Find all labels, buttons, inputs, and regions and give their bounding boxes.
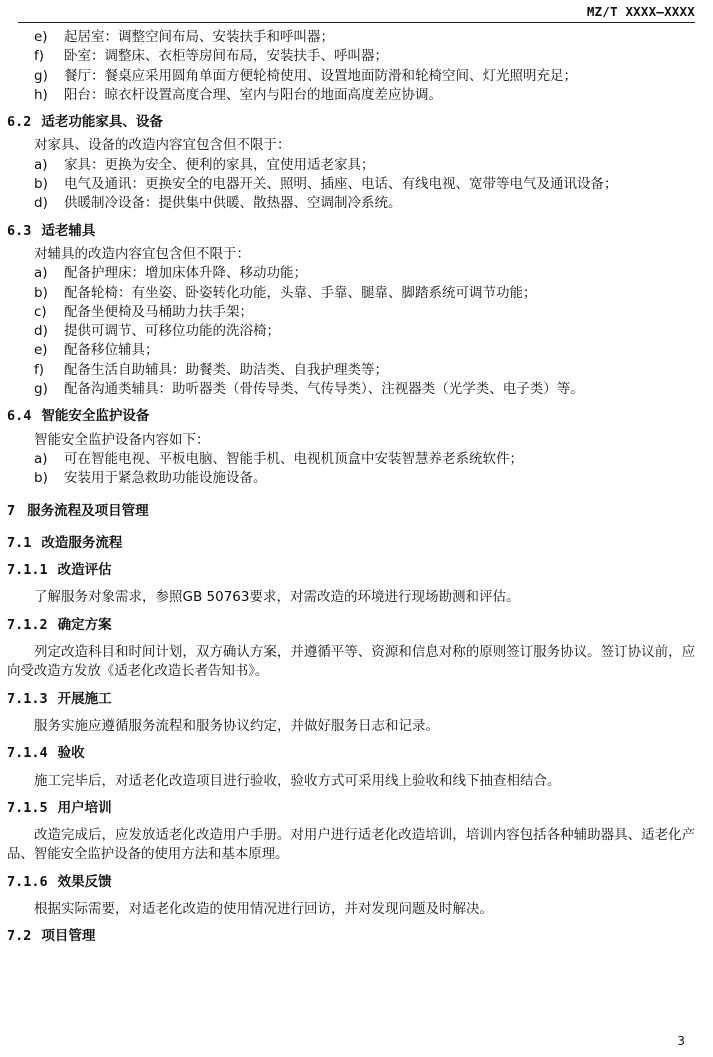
- list-item: [0, 380, 713, 399]
- list-label: g): [34, 67, 48, 84]
- section-title: 用户培训: [57, 799, 112, 816]
- list-text: 配备坐便椅及马桶助力扶手架；: [64, 303, 253, 320]
- list-item: [0, 194, 713, 213]
- section-title: 开展施工: [57, 690, 112, 707]
- page-number: 3: [677, 1033, 685, 1048]
- list-item: [0, 175, 713, 194]
- section-title: 适老功能家具、设备: [41, 114, 163, 131]
- list-item: [0, 469, 713, 488]
- list-text: 提供可调节、可移位功能的洗浴椅；: [64, 323, 280, 340]
- list-label: e): [34, 342, 48, 359]
- section-paragraph: 了解服务对象需求，参照GB 50763要求，对需改造的环境进行现场勘测和评估。: [34, 589, 520, 606]
- list-item: [0, 322, 713, 341]
- section-title: 适老辅具: [41, 222, 96, 239]
- list-label: a): [34, 156, 48, 173]
- section-heading-6-3: [0, 222, 713, 241]
- section-number: 6.2: [7, 114, 32, 131]
- section-title: 确定方案: [57, 616, 112, 633]
- section-heading-7-1-6: [0, 873, 713, 892]
- list-label: a): [34, 265, 48, 282]
- section-heading-6-4: [0, 407, 713, 426]
- list-text: 可在智能电视、平板电脑、智能手机、电视机顶盒中安装智慧养老系统软件；: [64, 450, 523, 467]
- section-number: 7.1.5: [7, 799, 48, 816]
- list-item: [0, 284, 713, 303]
- list-item: [0, 303, 713, 322]
- chapter-heading-7: [0, 502, 713, 521]
- list-item: [0, 156, 713, 175]
- list-text: 阳台：晾衣杆设置高度合理、室内与阳台的地面高度差应协调。: [64, 86, 442, 103]
- section-intro: 对辅具的改造内容宜包含但不限于：: [34, 245, 250, 262]
- list-item: [0, 361, 713, 380]
- list-text: 卧室：调整床、衣柜等房间布局，安装扶手、呼叫器；: [64, 48, 388, 65]
- list-label: b): [34, 176, 48, 193]
- section-number: 7.1.3: [7, 690, 48, 707]
- section-paragraph: 列定改造科目和时间计划，双方确认方案，并遵循平等、资源和信息对称的原则签订服务协议。签订协议前，应向受改造方发放《适老化改造长者告知书》。: [7, 644, 695, 680]
- list-label: h): [34, 86, 48, 103]
- list-text: 配备生活自助辅具：助餐类、助洁类、自我护理类等；: [64, 361, 388, 378]
- section-title: 服务流程及项目管理: [27, 502, 149, 519]
- section-paragraph: 施工完毕后，对适老化改造项目进行验收，验收方式可采用线上验收和线下抽查相结合。: [34, 772, 561, 789]
- section-intro: 智能安全监护设备内容如下：: [34, 431, 210, 448]
- list-item: [0, 341, 713, 360]
- list-label: a): [34, 450, 48, 467]
- section-heading-6-2: [0, 113, 713, 132]
- list-label: c): [34, 303, 47, 320]
- section-title: 项目管理: [41, 928, 96, 945]
- list-text: 配备移位辅具；: [64, 342, 159, 359]
- list-label: b): [34, 284, 48, 301]
- section-number: 7.2: [7, 928, 32, 945]
- section-number: 7.1.1: [7, 562, 48, 579]
- document-id: MZ/T XXXX—XXXX: [586, 4, 695, 19]
- section-number: 7.1.4: [7, 745, 48, 762]
- list-label: g): [34, 381, 48, 398]
- section-title: 改造服务流程: [41, 534, 123, 551]
- list-text: 电气及通讯：更换安全的电器开关、照明、插座、电话、有线电视、宽带等电气及通讯设备；: [64, 176, 618, 193]
- document-body: [0, 28, 713, 951]
- section-title: 智能安全监护设备: [41, 408, 150, 425]
- section-paragraph: 服务实施应遵循服务流程和服务协议约定，并做好服务日志和记录。: [34, 717, 439, 734]
- list-label: e): [34, 29, 48, 45]
- section-heading-7-2: [0, 927, 713, 946]
- list-text: 餐厅：餐桌应采用圆角单面方便轮椅使用、设置地面防滑和轮椅空间、灯光照明充足；: [64, 67, 577, 84]
- list-text: 配备轮椅：有坐姿、卧姿转化功能，头靠、手靠、腿靠、脚踏系统可调节功能；: [64, 284, 537, 301]
- section-heading-7-1-3: [0, 690, 713, 709]
- list-text: 配备沟通类辅具：助听器类（骨传导类、气传导类）、注视器类（光学类、电子类）等。: [64, 381, 584, 398]
- list-top: [0, 28, 713, 105]
- section-intro: 对家具、设备的改造内容宜包含但不限于：: [34, 137, 291, 154]
- list-label: d): [34, 195, 48, 212]
- list-item: [0, 450, 713, 469]
- list-label: d): [34, 323, 48, 340]
- list-text: 供暖制冷设备：提供集中供暖、散热器、空调制冷系统。: [64, 195, 402, 212]
- section-number: 7.1.2: [7, 616, 48, 633]
- list-text: 配备护理床：增加床体升降、移动功能；: [64, 265, 307, 282]
- section-heading-7-1-4: [0, 744, 713, 763]
- list-item: [0, 86, 713, 105]
- list-label: f): [34, 361, 45, 378]
- list-item: [0, 47, 713, 66]
- section-heading-7-1-2: [0, 616, 713, 635]
- list-text: 家具：更换为安全、便利的家具，宜使用适老家具；: [64, 156, 375, 173]
- section-title: 验收: [57, 745, 85, 762]
- list-text: 安装用于紧急救助功能设施设备。: [64, 470, 267, 487]
- section-number: 6.4: [7, 408, 32, 425]
- section-title: 改造评估: [57, 562, 112, 579]
- section-title: 效果反馈: [57, 873, 112, 890]
- list-item: [0, 28, 713, 47]
- list-text: 起居室：调整空间布局、安装扶手和呼叫器；: [64, 29, 334, 45]
- list-label: b): [34, 470, 48, 487]
- section-paragraph: 根据实际需要，对适老化改造的使用情况进行回访，并对发现问题及时解决。: [34, 900, 493, 917]
- list-item: [0, 67, 713, 86]
- section-heading-7-1: [0, 534, 713, 553]
- section-heading-7-1-5: [0, 799, 713, 818]
- section-number: 7: [7, 502, 16, 519]
- section-heading-7-1-1: [0, 561, 713, 580]
- list-label: f): [34, 48, 45, 65]
- section-number: 6.3: [7, 222, 32, 239]
- section-paragraph: 改造完成后，应发放适老化改造用户手册。对用户进行适老化改造培训，培训内容包括各种辅助器具、适老化产品、智能安全监护设备的使用方法和基本原理。: [7, 827, 695, 863]
- section-number: 7.1.6: [7, 873, 48, 890]
- header-rule: [18, 22, 695, 23]
- section-number: 7.1: [7, 534, 32, 551]
- list-item: [0, 264, 713, 283]
